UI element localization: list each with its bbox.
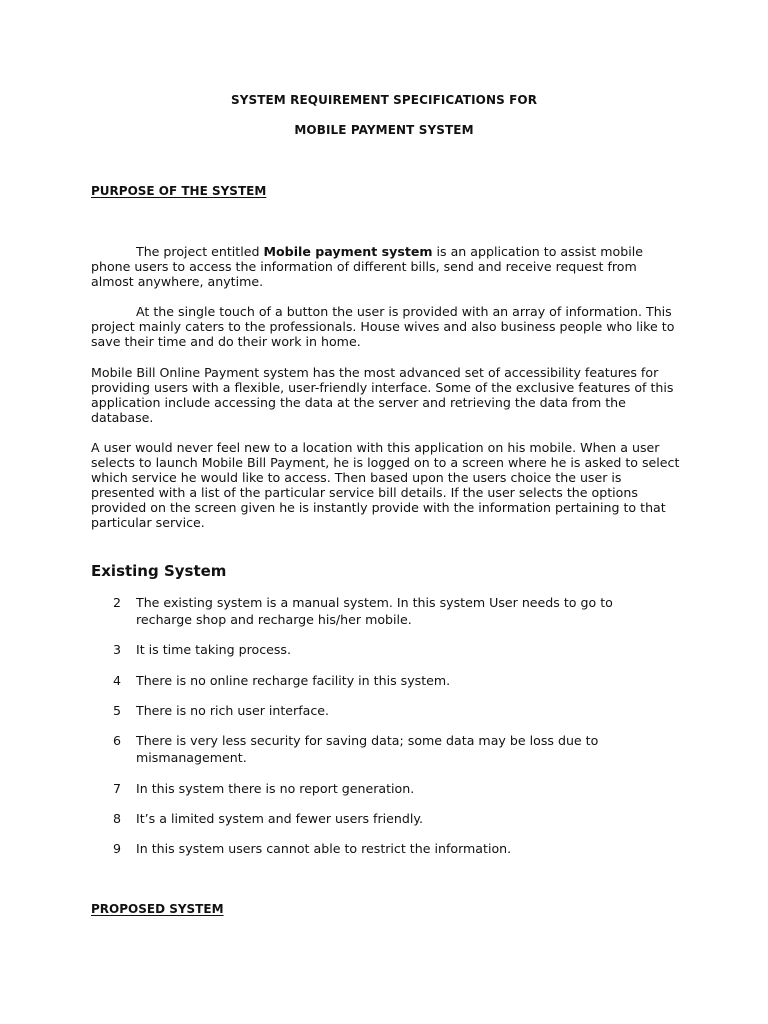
list-item-number: 5	[113, 703, 122, 718]
list-item-line: There is no online recharge facility in this system.	[136, 673, 451, 688]
paragraph-line: presented with a list of the particular service bill details. If the user selects the options	[91, 485, 638, 501]
list-item-text	[136, 780, 676, 797]
purpose-paragraph-4	[91, 440, 683, 531]
paragraph-line: application include accessing the data at the server and retrieving the data from the	[91, 395, 626, 411]
purpose-paragraph-2	[91, 304, 683, 349]
list-item-line: The existing system is a manual system. In this system User needs to go to	[136, 595, 613, 610]
paragraph-line: A user would never feel new to a location with this application on his mobile. When a user	[91, 440, 660, 455]
list-item-number: 2	[113, 595, 122, 610]
paragraph-line	[91, 244, 683, 259]
list-item-line: In this system there is no report generation.	[136, 781, 415, 796]
paragraph-line: selects to launch Mobile Bill Payment, he is logged on to a screen where he is asked to select	[91, 455, 680, 471]
document-title-line1: SYSTEM REQUIREMENT SPECIFICATIONS FOR	[230, 93, 538, 107]
list-item-text	[136, 810, 676, 827]
list-item-number: 3	[113, 642, 122, 657]
purpose-paragraph-1	[91, 244, 683, 289]
list-item-text	[136, 641, 676, 658]
paragraph-line: project mainly caters to the professionals. House wives and also business people who like to	[91, 319, 675, 335]
paragraph-line	[91, 304, 683, 319]
list-item-number: 4	[113, 673, 122, 688]
paragraph-line: particular service.	[91, 515, 205, 531]
list-item-text	[136, 594, 676, 628]
list-item-number: 8	[113, 811, 122, 826]
purpose-heading: PURPOSE OF THE SYSTEM	[91, 184, 267, 198]
proposed-system-heading: PROPOSED SYSTEM	[91, 902, 224, 916]
paragraph-line: providing users with a flexible, user-friendly interface. Some of the exclusive features of this	[91, 380, 674, 396]
list-item-number: 9	[113, 841, 122, 856]
list-item-line: mismanagement.	[136, 750, 247, 765]
paragraph-line: phone users to access the information of different bills, send and receive request from	[91, 259, 637, 275]
existing-system-heading: Existing System	[91, 562, 227, 580]
list-item-number: 7	[113, 781, 122, 796]
paragraph-text: is an application to assist mobile	[432, 244, 643, 259]
list-item-text	[136, 672, 676, 689]
paragraph-line: almost anywhere, anytime.	[91, 274, 264, 290]
list-item-text	[136, 702, 676, 719]
paragraph-line: provided on the screen given he is instantly provide with the information pertaining to that	[91, 500, 666, 516]
list-item-line: recharge shop and recharge his/her mobile.	[136, 612, 412, 627]
project-name-bold: Mobile payment system	[263, 244, 433, 259]
list-item-text	[136, 732, 676, 766]
paragraph-text: The project entitled	[136, 244, 264, 259]
list-item-line: There is no rich user interface.	[136, 703, 330, 718]
document-title-line2: MOBILE PAYMENT SYSTEM	[294, 123, 474, 137]
list-item-line: There is very less security for saving data; some data may be loss due to	[136, 733, 599, 748]
list-item-line: It is time taking process.	[136, 642, 291, 657]
paragraph-line: database.	[91, 410, 154, 426]
list-item-line: It’s a limited system and fewer users friendly.	[136, 811, 424, 826]
paragraph-line: save their time and do their work in home.	[91, 334, 361, 350]
paragraph-text: At the single touch of a button the user is provided with an array of information. This	[136, 304, 672, 319]
purpose-paragraph-3	[91, 365, 683, 425]
list-item-text	[136, 840, 676, 857]
paragraph-line: Mobile Bill Online Payment system has the most advanced set of accessibility features for	[91, 365, 659, 380]
paragraph-line: which service he would like to access. Then based upon the users choice the user is	[91, 470, 622, 486]
list-item-number: 6	[113, 733, 122, 748]
list-item-line: In this system users cannot able to restrict the information.	[136, 841, 512, 856]
